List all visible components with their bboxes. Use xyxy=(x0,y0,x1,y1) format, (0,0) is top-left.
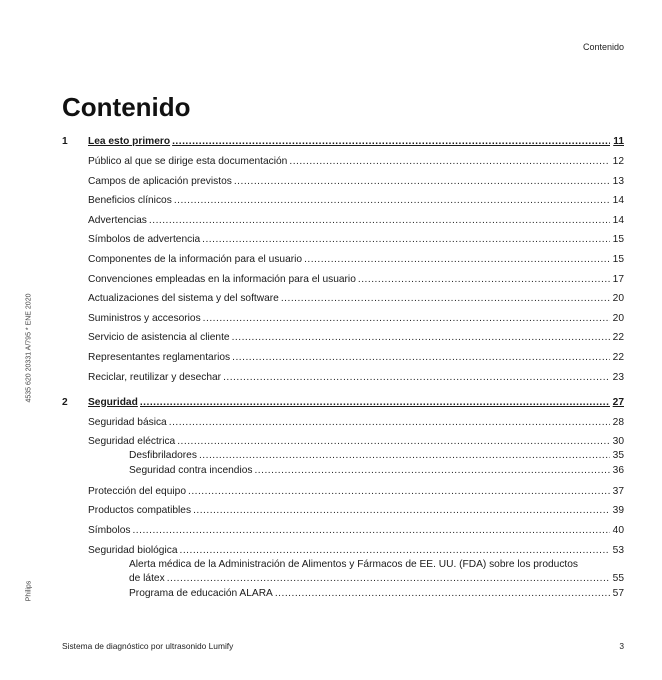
dot-leader xyxy=(167,572,610,586)
dot-leader xyxy=(172,135,610,149)
toc-entry-alara[interactable] xyxy=(129,587,624,601)
toc-label: Servicio de asistencia al cliente xyxy=(88,332,230,343)
toc-page: 11 xyxy=(613,136,624,147)
toc-entry-proteccion[interactable] xyxy=(88,485,624,499)
toc-label: Campos de aplicación previstos xyxy=(88,175,232,187)
toc-label: Reciclar, reutilizar y desechar xyxy=(88,371,222,383)
footer-title: Sistema de diagnóstico por ultrasonido Lumify xyxy=(62,641,234,651)
toc-label: Protección del equipo xyxy=(88,485,186,497)
toc-entry-productos[interactable] xyxy=(88,504,624,518)
dot-leader xyxy=(149,214,610,228)
dot-leader xyxy=(232,331,610,345)
dot-leader xyxy=(174,194,610,208)
toc-entry-simbolos-advertencia[interactable] xyxy=(88,233,624,247)
toc-label: Público al que se dirige esta documentación xyxy=(88,155,288,167)
side-document-code: 4535 620 20331 A/795 * ENE 2020 xyxy=(25,293,33,403)
toc-entry-desfibriladores[interactable] xyxy=(129,449,624,463)
toc-page: 20 xyxy=(612,292,624,304)
toc-entry-suministros[interactable] xyxy=(88,312,624,326)
toc-label: Advertencias xyxy=(88,214,147,226)
dot-leader xyxy=(223,371,610,385)
dot-leader xyxy=(180,544,611,558)
toc-label: Seguridad contra incendios xyxy=(129,464,253,476)
toc-entry-incendios[interactable] xyxy=(129,464,624,478)
toc-page: 22 xyxy=(612,332,624,343)
toc-entry-reciclar[interactable] xyxy=(88,371,624,385)
toc-page: 35 xyxy=(612,450,624,461)
page-title: Contenido xyxy=(62,92,191,122)
toc-page: 28 xyxy=(612,416,624,428)
toc-label: Lea esto primero xyxy=(88,136,171,147)
toc-label: Seguridad biológica xyxy=(88,544,178,556)
dot-leader xyxy=(304,253,610,267)
toc-entry-fda[interactable] xyxy=(129,572,624,586)
toc-label: Símbolos de advertencia xyxy=(88,234,201,245)
dot-leader xyxy=(254,464,610,478)
toc-chapter-1[interactable] xyxy=(62,135,624,149)
dot-leader xyxy=(358,273,610,287)
toc-page: 55 xyxy=(612,573,624,584)
toc-label: Beneficios clínicos xyxy=(88,194,172,206)
dot-leader xyxy=(281,292,610,306)
dot-leader xyxy=(232,351,610,365)
toc-page: 15 xyxy=(612,234,624,245)
toc-entry-representantes[interactable] xyxy=(88,351,624,365)
toc-entry-servicio[interactable] xyxy=(88,331,624,345)
toc-entry-convenciones[interactable] xyxy=(88,273,624,287)
toc-page: 22 xyxy=(612,351,624,363)
dot-leader xyxy=(202,233,610,247)
toc-entry-fda-line1[interactable]: Alerta médica de la Administración de Alimentos y Fármacos de EE. UU. (FDA) sobre los productos xyxy=(129,558,578,570)
toc-page: 15 xyxy=(612,253,624,265)
toc-label: Desfibriladores xyxy=(129,450,197,461)
toc-page: 17 xyxy=(612,273,624,285)
toc-page: 39 xyxy=(612,505,624,516)
running-header: Contenido xyxy=(582,42,624,52)
toc-entry-seguridad-basica[interactable] xyxy=(88,416,624,430)
toc-page: 20 xyxy=(612,312,624,324)
toc-label: Seguridad básica xyxy=(88,416,167,428)
dot-leader xyxy=(132,524,610,538)
toc-page: 27 xyxy=(612,396,624,408)
chapter-number: 1 xyxy=(62,136,68,147)
toc-entry-componentes[interactable] xyxy=(88,253,624,267)
toc-entry-beneficios[interactable] xyxy=(88,194,624,208)
toc-page: 57 xyxy=(612,588,624,599)
toc-page: 53 xyxy=(612,544,624,556)
toc-entry-simbolos[interactable] xyxy=(88,524,624,538)
toc-page: 36 xyxy=(612,464,624,476)
toc-entry-campos[interactable] xyxy=(88,175,624,189)
dot-leader xyxy=(203,312,610,326)
dot-leader xyxy=(275,587,610,601)
toc-label: Convenciones empleadas en la información para el usuario xyxy=(88,273,356,285)
dot-leader xyxy=(177,435,610,449)
toc-entry-seguridad-biologica[interactable] xyxy=(88,544,624,558)
toc-label: Componentes de la información para el usuario xyxy=(88,253,303,265)
side-brand: Philips xyxy=(25,580,33,602)
toc-label: Suministros y accesorios xyxy=(88,312,201,324)
toc-entry-actualizaciones[interactable] xyxy=(88,292,624,306)
toc-entry-seguridad-electrica[interactable] xyxy=(88,435,624,449)
chapter-number: 2 xyxy=(62,396,68,408)
toc-page: 23 xyxy=(612,371,624,383)
toc-label: Programa de educación ALARA xyxy=(129,588,273,599)
footer-page-number: 3 xyxy=(619,641,624,651)
dot-leader xyxy=(140,396,610,410)
toc-page: 12 xyxy=(612,155,624,167)
toc-label: Representantes reglamentarios xyxy=(88,351,231,363)
toc-label: Productos compatibles xyxy=(88,505,192,516)
toc-label: de látex xyxy=(129,573,165,584)
toc-entry-publico[interactable] xyxy=(88,155,624,169)
toc-page: 40 xyxy=(612,525,624,536)
toc-page: 37 xyxy=(612,485,624,497)
toc-label: Actualizaciones del sistema y del software xyxy=(88,292,279,304)
toc-label: Seguridad xyxy=(88,396,138,408)
toc-label: Símbolos xyxy=(88,525,131,536)
toc-label: Seguridad eléctrica xyxy=(88,436,176,447)
dot-leader xyxy=(188,485,610,499)
dot-leader xyxy=(169,416,610,430)
toc-page: 13 xyxy=(612,175,624,187)
dot-leader xyxy=(199,449,610,463)
dot-leader xyxy=(193,504,610,518)
toc-page: 14 xyxy=(612,194,624,206)
toc-chapter-2[interactable] xyxy=(62,396,624,410)
dot-leader xyxy=(289,155,610,169)
toc-entry-advertencias[interactable] xyxy=(88,214,624,228)
dot-leader xyxy=(234,175,610,189)
toc-page: 14 xyxy=(612,214,624,226)
toc-page: 30 xyxy=(612,436,624,447)
